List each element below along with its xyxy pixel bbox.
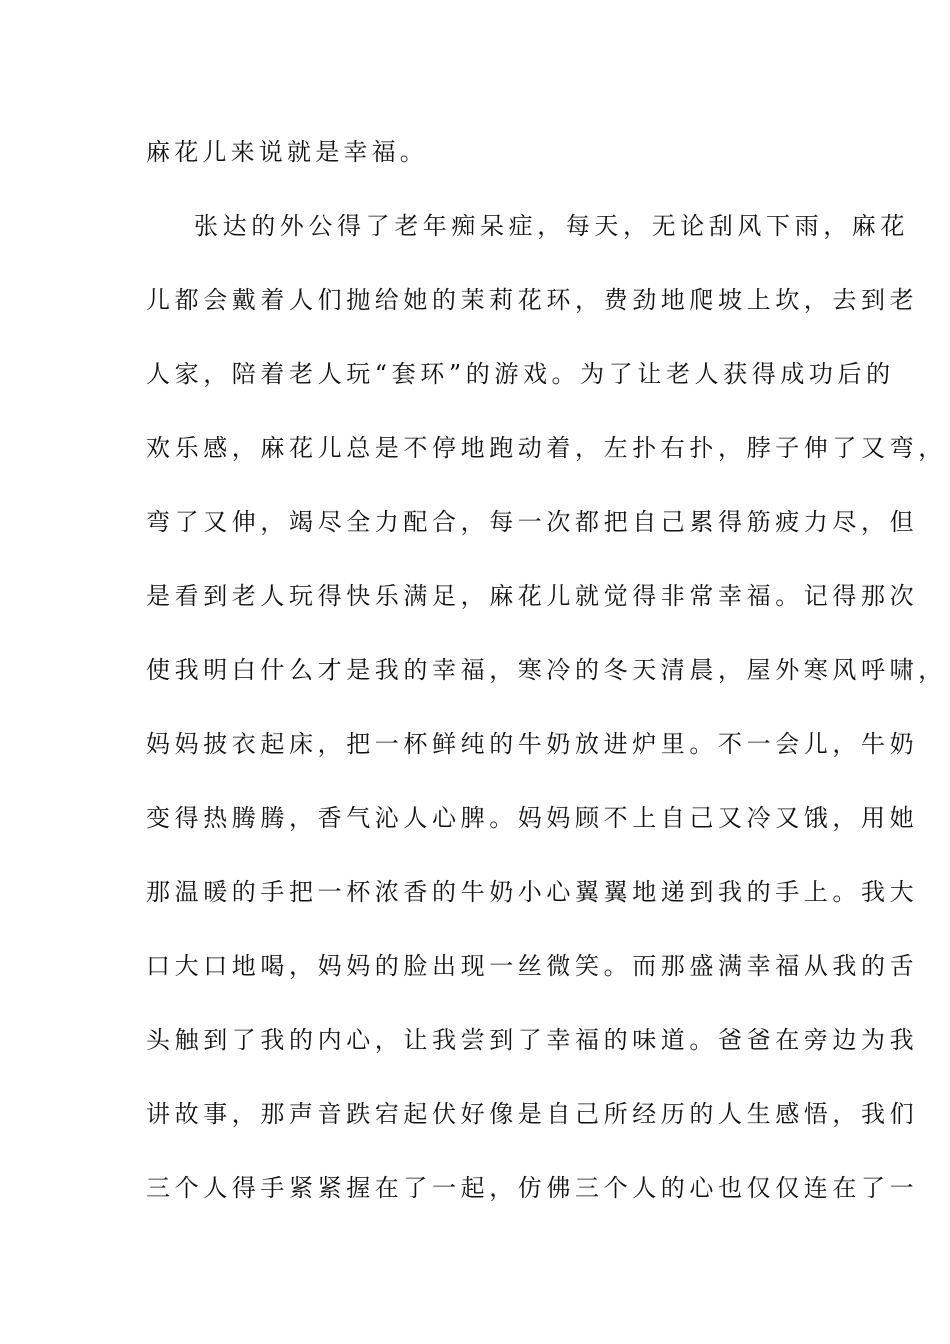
- text-line: 三个人得手紧紧握在了一起，仿佛三个人的心也仅仅连在了一: [146, 1174, 919, 1202]
- text-line: 儿都会戴着人们抛给她的茉莉花环，费劲地爬坡上坎，去到老: [146, 286, 919, 314]
- text-line: 人家，陪着老人玩“套环”的游戏。为了让老人获得成功后的: [146, 360, 895, 388]
- text-line: 变得热腾腾，香气沁人心脾。妈妈顾不上自己又冷又饿，用她: [146, 804, 919, 832]
- paragraph-first-line: 张达的外公得了老年痴呆症，每天，无论刮风下雨，麻花: [194, 212, 909, 240]
- text-line: 那温暖的手把一杯浓香的牛奶小心翼翼地递到我的手上。我大: [146, 878, 919, 906]
- text-line: 是看到老人玩得快乐满足，麻花儿就觉得非常幸福。记得那次: [146, 582, 919, 610]
- text-line: 口大口地喝，妈妈的脸出现一丝微笑。而那盛满幸福从我的舌: [146, 952, 919, 980]
- text-line: 欢乐感，麻花儿总是不停地跑动着，左扑右扑，脖子伸了又弯，: [146, 434, 947, 462]
- text-line: 讲故事，那声音跌宕起伏好像是自己所经历的人生感悟，我们: [146, 1100, 919, 1128]
- text-line: 麻花儿来说就是幸福。: [146, 138, 428, 166]
- text-line: 弯了又伸，竭尽全力配合，每一次都把自己累得筋疲力尽，但: [146, 508, 919, 536]
- text-line: 头触到了我的内心，让我尝到了幸福的味道。爸爸在旁边为我: [146, 1026, 919, 1054]
- text-line: 妈妈披衣起床，把一杯鲜纯的牛奶放进炉里。不一会儿，牛奶: [146, 730, 919, 758]
- text-line: 使我明白什么才是我的幸福，寒冷的冬天清晨，屋外寒风呼啸，: [146, 656, 947, 684]
